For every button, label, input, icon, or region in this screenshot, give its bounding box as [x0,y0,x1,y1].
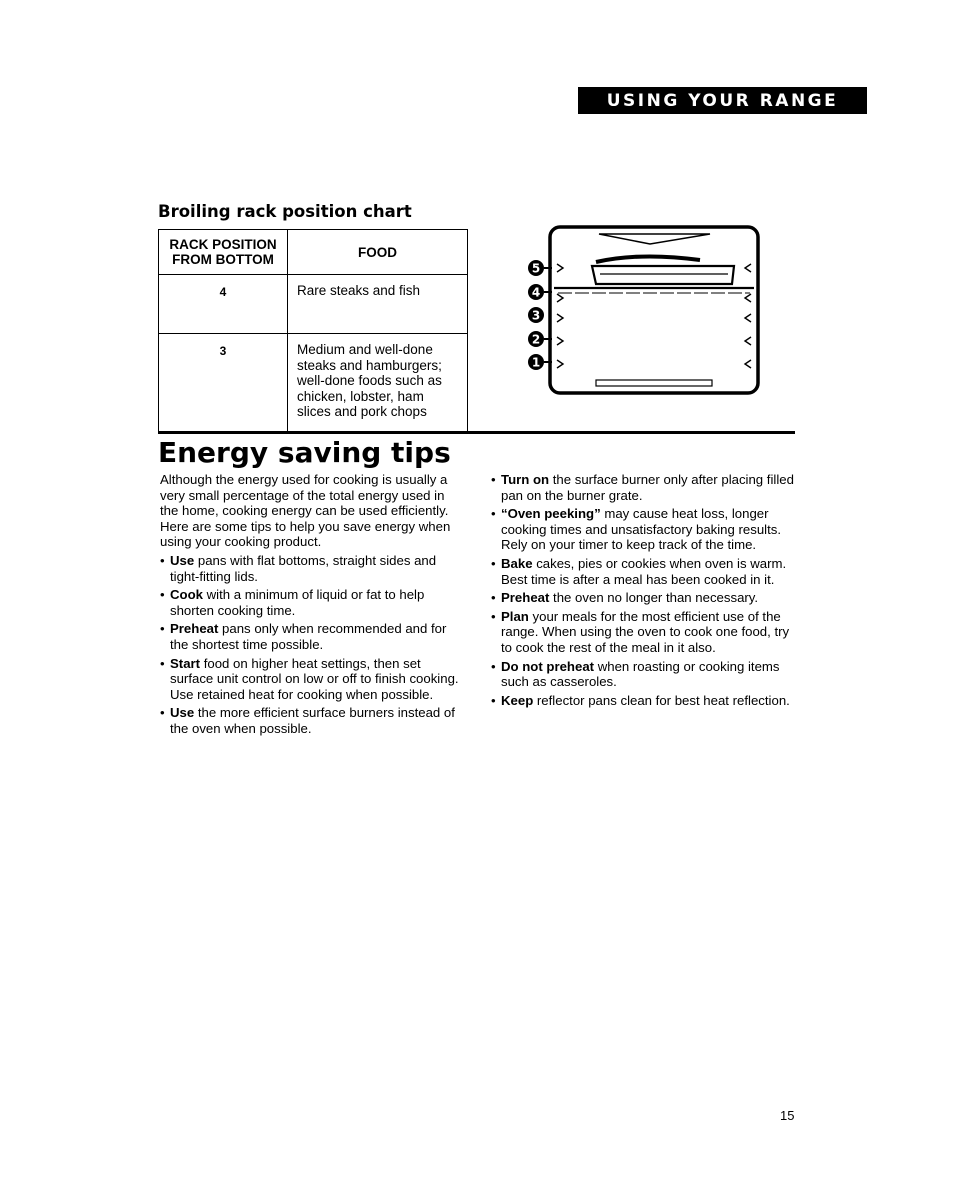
broil-chart-table [158,229,468,433]
tip-text: the more efficient surface burners instead of the oven when possible. [170,705,455,736]
tip-text: with a minimum of liquid or fat to help shorten cooking time. [170,587,425,618]
tip-keyword: Use [170,705,195,721]
list-item [160,621,465,652]
oven-rack-diagram [500,222,770,402]
tip-text: the surface burner only after placing filled pan on the burner grate. [501,472,794,503]
tips-list-left [160,553,465,737]
tip-keyword: Do not preheat [501,658,595,674]
list-item [491,693,796,709]
table-row [159,334,468,433]
tip-keyword: Start [170,655,201,671]
food-cell: Medium and well-done steaks and hamburgers; well-done foods such as chicken, lobster, ham slices and pork chops [288,334,468,433]
list-item [160,587,465,618]
tip-keyword: Turn on [501,472,550,487]
food-on-pan [596,256,700,262]
tips-column-right [491,472,796,711]
list-item [491,590,796,606]
broiler-pan [592,266,734,284]
broil-chart-title: Broiling rack position chart [158,202,412,221]
oven-cavity-outline [550,227,758,393]
col-header-line1: RACK POSITION [169,237,277,252]
table-row [159,275,468,334]
rack-marker-3 [528,307,544,323]
tip-keyword: Preheat [501,590,550,606]
section-label: USING YOUR RANGE [606,90,839,111]
col-header-food: FOOD [288,230,468,275]
rack-number-5: 5 [531,261,541,276]
list-item [160,656,465,703]
section-header-bar [578,87,867,114]
rack-number-4: 4 [531,285,541,300]
list-item [491,472,796,503]
rack-position-cell: 4 [159,275,288,334]
rack-number-1: 1 [531,355,541,370]
tip-text: when roasting or cooking items such as casseroles. [501,658,780,690]
list-item [491,506,796,553]
right-rack-supports [745,264,751,368]
tip-text: food on higher heat settings, then set surface unit control on low or off to finish cooking. Use retained heat for cooking when possible. [170,655,459,702]
tip-text: may cause heat loss, longer cooking times and unsatisfactory baking results. Rely on your timer to keep track of the time. [501,506,782,553]
tip-keyword: Plan [501,608,529,624]
tip-text: the oven no longer than necessary. [549,590,759,606]
tip-keyword: Preheat [170,621,219,637]
rack-number-3: 3 [531,308,541,323]
tip-text: reflector pans clean for best heat reflection. [533,692,790,708]
tips-column-left [160,472,465,740]
tip-text: pans only when recommended and for the shortest time possible. [170,621,447,652]
rack-number-2: 2 [531,332,541,347]
list-item [491,556,796,587]
left-rack-supports [557,264,563,368]
tip-keyword: Keep [501,692,534,708]
list-item [160,553,465,584]
page-number: 15 [780,1108,795,1123]
tip-text: cakes, pies or cookies when oven is warm. Best time is after a meal has been cooked in it. [501,555,787,587]
tip-text: your meals for the most efficient use of the range. When using the oven to cook one food, try to cook the rest of the meal in it also. [501,608,790,655]
tip-keyword: “Oven peeking” [501,506,601,522]
tip-keyword: Cook [170,587,203,603]
section-divider [158,431,795,434]
col-header-line2: FROM BOTTOM [172,252,274,267]
bottom-vent [596,380,712,386]
food-cell: Rare steaks and fish [288,275,468,334]
tips-list-right [491,472,796,708]
rack-position-cell: 3 [159,334,288,433]
table-header-row [159,230,468,275]
list-item [160,705,465,736]
tip-keyword: Bake [501,555,533,571]
energy-tips-title: Energy saving tips [158,436,451,469]
list-item [491,609,796,656]
list-item [491,659,796,690]
tip-text: pans with flat bottoms, straight sides and tight-fitting lids. [170,552,437,584]
energy-intro: Although the energy used for cooking is usually a very small percentage of the total energy used in the home, cooking energy can be used efficiently. Here are some tips to help you save energy when using your cooking product. [160,472,451,550]
broil-element [599,234,710,244]
tip-keyword: Use [170,552,195,568]
col-header-rack-position [159,230,288,275]
